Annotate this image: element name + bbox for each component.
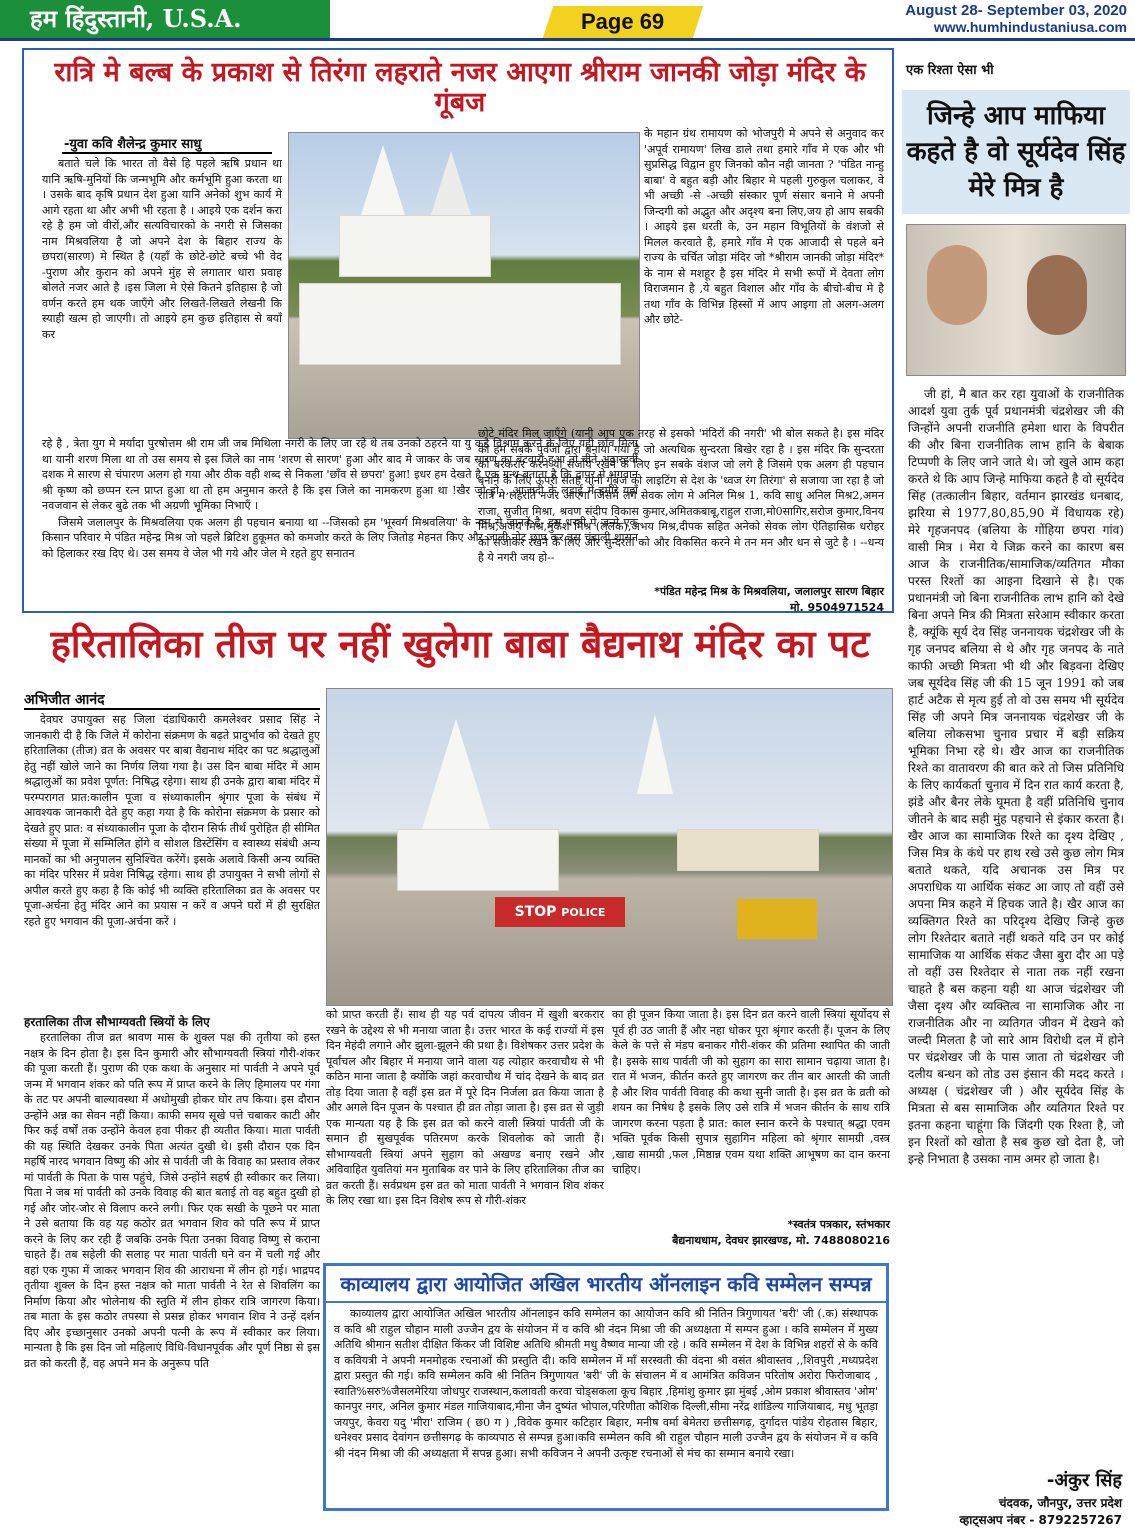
- article1-caption: *पंडित महेन्द्र मिश्र के मिश्रवलिया, जलालपुर सारण बिहार: [654, 585, 884, 598]
- article1-col3: के महान ग्रंथ रामायण को भोजपुरी मे अपने से अनुवाद कर 'अपूर्व रामायण' लिख डाले तथा हमारे गाँव मे एक और भी सुप्रसिद्ध विद्वान हुए जिनको कौन नही जानता ? 'पंडित नान्हु बाबा' वे बहुत बड़ी और बिहार मे पहली गुरुकुल चलाकर, वे भी अच्छी -से -अच्छी संस्कार पूर्ण संसार बनाने मे अपनी जिन्दगी को अद्भुत और अदृश्य बना लिए,जय हो आप सबकी । आइये इस धरती के, उन महान विभूतियों के वंशजो से मिलल करवाते है, हमारे गाँव मे एक आजादी से पहले बने राज्य के चर्चित जोड़ा मंदिर जो *श्रीराम जानकी जोड़ा मंदिर* के नाम से मशहूर है इस मंदिर मे सभी रूपों में देवता लोग विराजमान है ,ये बहुत विशाल और गाँव के बीचो-बीच मे है तथा गाँव के विभिन्न हिस्सों में आप आइगा तो अलग-अलग और छोटे-: [644, 127, 884, 326]
- kavi-sammelan-title: काव्यालय द्वारा आयोजित अखिल भारतीय ऑनलाइन कवि सम्मेलन सम्पन्न: [326, 1266, 886, 1303]
- byline-rule: [24, 708, 320, 710]
- article1-wide: रहे है , त्रेता युग मे मर्यादा पुरषोत्तम श्री राम जी जब मिथिला नगरी के लिए जा रहे थे तब उनको ठहरने या यु कहै विश्राम करने के लिए यही छाँव मिला था यानी शरण मिला था तो उस समय से इस जिले का नाम 'शरण से सारण' हुआ और बाद मे जाकर के जब सारण का बंटवारा हुआ तो बीते अठ्ठारहवीं दशक मे सारण से चंपारण अलग हो गया और ठीक वही शब्द से निकला 'छाँव से छपरा' हुआ! इधर हम देखते है एक ग्रन्थ बताता है कि द्वापर मे भगवान श्री कृष्ण को छप्पन रत्न प्राप्त हुआ था तो हम अनुमान करते है कि इस जिले का नामकरण हुआ था !खैर जो हो,,,,आजादी के लड़ाई में हमारे यहाँ नवजवान से लेकर बुढे तक भी अग्रणी भूमिका निभाएँ । जिसमे जलालपुर के मिश्रवलिया एक अलग ही पहचान बनाया था --जिसको हम 'भूस्वर्ग मिश्रवलिया' के नाम से जानतें है- इस धरती पे जन्मे एक किसान परिवार मे पंडित महेन्द्र मिश्र जो पहले ब्रिटिश हुकूमत को कमजोर करते के लिए जितोड़ मेहनत किए और जाली नोट छाप कर उस चंडाली शासन को हिलाकर रख दिए थे। उस समय वे जेल भी गये और जेल मे रहते हुए सनातन: [42, 437, 638, 560]
- article2-byline: अभिजीत आनंद: [24, 692, 105, 708]
- article2-col2: को प्राप्त करती हैं। साथ ही यह पर्व दांपत्य जीवन में खुशी बरकरार रखने के उद्देश्य से भी मनाया जाता है। उत्तर भारत के कई राज्यों में इस दिन मेहंदी लगाने और झुला-झूलने की प्रथा है। विशेषकर उत्तर प्रदेश के पूर्वांचल और बिहार में मनाया जाने वाला यह त्योहार करवाचौथ से भी कठिन माना जाता है क्योंकि जहां करवाचौथ में चांद देखने के बाद व्रत तोड़ दिया जाता है वहीं इस व्रत में पूरे दिन निर्जला व्रत किया जाता है और अगले दिन पूजन के पश्चात ही व्रत तोड़ा जाता है। इस व्रत से जुड़ी एक मान्यता यह है कि इस व्रत को करने वाली स्त्रियां पार्वती जी के समान ही सुखपूर्वक पतिरमण करके शिवलोक को जाती हैं। सौभाग्यवती स्त्रियां अपने सुहाग को अखण्ड बनाए रखने और अविवाहित युवतियां मन मुताबिक वर पाने के लिए हरितालिका तीज का व्रत करती हैं। सर्वप्रथम इस व्रत को माता पार्वती ने भगवान शिव शंकर के लिए रखा था। इस दिन विशेष रूप से गौरी-शंकर: [326, 1008, 604, 1207]
- temple-body: [339, 215, 491, 277]
- portrait-figure: [1027, 255, 1087, 335]
- sidebar-address: चंदवक, जौनपुर, उत्तर प्रदेश: [998, 1496, 1122, 1510]
- yellow-barrier: [737, 899, 817, 939]
- sidebar-author: -अंकुर सिंह: [1046, 1470, 1122, 1491]
- kavi-sammelan-body: काव्यालय द्वारा आयोजित अखिल भारतीय ऑनलाइन कवि सम्मेलन का आयोजन कवि श्री नितिन त्रिगुणायत 'बरी' जी (.क) संस्थापक व कवि श्री राहुल चौहान माली उज्जैन द्वय के संयोजन में व कवि श्री नंदन मिश्रा जी की अध्यक्षता में सम्पन हुआ । कवि सम्मेलन में मुख्य अतिथि श्रीमान सतीश दीक्षित किंकर जी विशिष्ट अतिथि श्रीमती मधु वैष्णव मान्या जी रहे । कवि सम्मेलन में देश के विभिन्न शहरों से के कवि व कवियत्री ने अपनी मनमोहक रचनाओं की प्रस्तुति दी। कवि सम्मेलन में माँ सरस्वती की वंदना श्री वसंत श्रीवास्तव ,,शिवपुरी ,मध्यप्रदेश द्वारा प्रस्तुत की गई। कवि सम्मेलन कवि श्री नितिन त्रिगुणायत 'बरी' जी के संचालन में व आमंत्रित कविजन परितोष अरोरा फिरोजाबाद , स्वाति%सरु%जैसलमेरिया जोधपुर राजस्थान,कलावती करवा चोड्सकला कूच बिहार ,हिमांशु कुमार झा मुंबई ,ओम प्रकाश श्रीवास्तव 'ओम' कानपुर नगर, अनिल कुमार मंडल गाजियाबाद,मीना जैन दुष्यंत भोपाल,परिणीता कौशिक दिल्ली,सीमा नरेंद्र शांडिल्य गाजियाबाद, मधु भूतड़ा जयपुर, केवरा यदु 'मीरा' राजिम ( छ0 ग ) ,विवेक कुमार कटिहार बिहार, मनीष वर्मा बेमेतरा छत्तीसगढ़, दुर्गादत्त पांडेय रोहतास बिहार, धनेश्वर प्रसाद देवांगन छत्तीसगढ़ के काव्यपाठ से सम्पन्न हुआ।कवि सम्मेलन कवि श्री राहुल चौहान माली उज्जैन द्वय के संयोजन में व कवि श्री नंदन मिश्रा जी की अध्यक्षता में सपन्न हुआ। सभी कविजन ने अपनी उत्कृष्ट रचनाओं से मंच का सम्मान बनाये रखा।: [334, 1307, 878, 1460]
- article1-phone: मो. 9504971524: [790, 601, 884, 614]
- byline-rule: [62, 152, 272, 154]
- article2-lead: देवघर उपायुक्त सह जिला दंडाधिकारी कमलेश्वर प्रसाद सिंह ने जानकारी दी है कि जिले में कोरोना संक्रमण के बढ़ते प्रादुर्भाव को देखते हुए हरितालिका (तीज) व्रत के अवसर पर बाबा वैद्यनाथ मंदिर का पट श्रद्धालुओं हेतु नहीं खोले जाने का निर्णय लिया गया है। उस दिन बाबा मंदिर में आम श्रद्धालुओं का प्रवेश पूर्णत: निषिद्ध रहेगा। साथ ही उनके द्वारा बाबा मंदिर में परम्परागत प्रात:कालीन पूजा व संध्याकालीन श्रृंगार पूजा के संबंध में आवश्यक जानकारी देते हुए कहा गया है कि कोरोना संक्रमण के प्रसार को देखते हुए प्रात: व संध्याकालीन पूजा के दौरान सिर्फ तीर्थ पुरोहित ही सीमित संख्या में पूजा में सम्मिलित होंगे व सोशल डिस्टेंसिंग व स्वास्थ्य संबंधी अन्य मानकों का भी अनुपालन सुनिश्चित करेंगें। इसके अलावे किसी अन्य व्यक्ति का मंदिर परिसर में प्रवेश निषिद्ध रहेगा। साथ ही उपायुक्त ने सभी लोगों से अपील करते हुए कहा है कि कोई भी व्यक्ति हरितालिका व्रत के अवसर पर पूजा-अर्चना हेतु मंदिर आने का प्रयास न करें व अपने घरों में ही सुरक्षित रहते हुए भगवान की पूजा-अर्चना करें ।: [24, 713, 320, 928]
- kavi-sammelan-box: [323, 1263, 889, 1511]
- sidebar-photo: [906, 224, 1126, 376]
- stall-roof: [677, 829, 819, 871]
- temple-spire: [361, 145, 405, 215]
- stop-barricade: STOP POLICE: [495, 897, 625, 927]
- article2-caption: *स्वतंत्र पत्रकार, स्तंभकार: [787, 1218, 890, 1231]
- page-number-badge: [543, 6, 703, 38]
- sidebar-body: जी हां, मै बात कर रहा युवाओं के राजनीतिक आदर्श युवा तुर्क पूर्व प्रधानमंत्री चंद्रशेखर जी की जिन्होंने अपनी राजनीति हमेशा धारा के विपरीत की और बिना राजनीतिक लाभ हानि के बेबाक टिप्पणी के लिए जाने जाते थे। जो खुले आम कहा करते थे कि आप जिन्हे माफिया कहते है वो सूर्यदेव सिंह (तत्कालीन बिहार, वर्तमान झारखंड धनबाद, झरिया से 1977,80,85,90 में विधायक रहे) मेरे गृहजनपद (बलिया के गोंहिया छपरा गांव) वासी मित्र । मेरा ये जिक्र करने का कारण बस आज के राजनीतिक/सामाजिक/व्यतिगत मौका परस्त रिश्तों का आइना दिखाने से है। एक प्रधानमंत्री जो बिना राजनीतिक लाभ हानि को देखे बिना अपने मित्र की मित्रता सरेआम स्वीकार करता है, क्यूंकि सूर्य देव सिंह जननायक चंद्रशेखर जी के गृह जनपद बलिया से थे और गृह जनपद के नाते काफी अच्छी मित्रता भी थी और बिड़वना देखिए जब सूर्यदेव सिंह जी की 15 जून 1991 को जब हार्ट अटैक से मृत्य हुई तो वो उस समय भी सूर्यदेव सिंह जी अपने मित्र जननायक चंद्रशेखर जी के बलिया लोकसभा चुनाव प्रचार में बड़ी सक्रिय भूमिका निभा रहे थे। खैर आज का राजनीतिक रिश्ते का वातावरण की बात करे तो जिस प्रतिनिधि के लिए कार्यकर्ता चुनाव में दिन रात कार्य करता है, झंडे और बैनर लेके घूमता है वहीं प्रतिनिधि चुनाव जीतने के बाद सही मुंह पहचाने से इंकार करता है। खैर आज का सामाजिक रिश्ते का दृश्य देखिए , जिस मित्र के कंधे पर हाथ रखे उसे कुछ लोग मित्र बताते थकते, यदि अचानक उस मित्र पर अपराधिक या आर्थिक संकट आ जाए तो वहीं उसे अपना मित्र कहने में हिचक जाते है। खैर आज का व्यक्तिगत रिश्ते का परिदृश्य देखिए जिन्हे कुछ लोग रिश्तेदार बताते नहीं थकते यदि उन पर कोई सामाजिक या आर्थिक संकट जैसा बुरा दौर आ पड़े तो वहीं उस रिश्तेदार से नाता तक नहीं रखना चाहते है बस कहना यही था आज चंद्रशेखर जी जैसा दृश्य और व्यक्तित्व ना सामाजिक और ना राजनीतिक और ना व्यतिगत जीवन में देखने को जल्दी मिलता है जो सारे आम विरोधी दल में होने पर चंद्रशेखर जी के पास जाता तो चंद्रशेखर जी दलीय बन्धन को तोड उस इंसान की मदद करते । अध्यक्ष ( चंद्रशेखर जी ) और सूर्यदेव सिंह के मित्रता से बस सामाजिक और व्यतिगत रिश्ते पर इतना कहना चाहूंगा कि जिंदगी एक रिश्ता है, जो इन रिश्तों को खोता है सब कुछ खो देता है, जो इन्हे निभाता है उसका नाम अमर हो जाता है।: [908, 387, 1124, 1166]
- article1-col1: बताते चले कि भारत तो वैसे हि पहले ऋषि प्रधान था यानि ऋषि-मुनियों कि जन्मभूमि और कर्मभूमि हुआ करता था । उसके बाद कृषि प्रधान देश हुआ यानि अनेको शुभ कार्य मे आगे रहता था और अभी भी रहता है । आइये एक दर्शन करा रहे है हम जो वीरों,और सत्यविचारको के नगरी से जिसका नाम मिश्रवलिया है जो अपने देश के बिहार राज्य के छपरा(सारण) मे स्थित है (यहाँ के छोटे-छोटे बच्चे भी वेद -पुराण और कुरान को अपने मुंह से लगातार धारा प्रवाह बोलते नजर आते है ।इस जिला मे ऐसे कितने इतिहास है जो वर्णन करते हम थक जाएँगे और लिखते-लिखते लेखनी कि स्याही खत्म हो जाएगी। तो आइये हम कुछ इतिहास से बयाँ कर: [42, 157, 282, 341]
- article2-headline: हरितालिका तीज पर नहीं खुलेगा बाबा बैद्यनाथ मंदिर का पट: [50, 622, 870, 666]
- article1-col3b: छोटे मंदिर मिल जाएँगे (यानी आप एक तरह से इसको 'मंदिरों की नगरी' भी बोल सकते है। इस मंदिर को हम सबके पुर्वजो द्वारा बनाया गया है जो अत्यधिक सुन्दरता बिखेर रहा है । इस मंदिर कि सुन्दरता को बरकरार करने या संजोये रखने के लिए इन सबके वंशज जो लगे है जिसमे एक अलग ही पहचान बनाने के लिए ऊपरी सतह यानी गूँबज को लाइटिंग से देश के 'ध्वज रंग तिरंगा' से सजाया जा रहा है जो रात्रि मे लहराते नजर आएगा जिसमे लगे सेवक लोग मे अनिल मिश्र 1, कवि साधु अनिल मिश्र2,अमन राजा, सुजीत मिश्रा, श्रवण संदीप विकास कुमार,अमितकबाबू,राहुल राजा,मो0सागिर,सरोज कुमार,विनय मिश्र,अजय मिश्र,मुकेश मिश्र (ललक),अभय मिश्र,दीपक सहित अनेको सेवक लोग ऐतिहासिक धरोहर को संजोकर रखने के लिए और सुन्दरता को और विकसित करने मे तन मन और धन से जुटे है । --धन्य है ये नगरी जय हो--: [478, 427, 884, 564]
- issue-date: August 28- September 03, 2020: [905, 2, 1127, 19]
- issue-info: [867, 2, 1127, 35]
- temple-veranda: [299, 283, 621, 365]
- temple-spire: [637, 714, 673, 794]
- baidyanath-temple-photo: [326, 688, 893, 1006]
- site-url[interactable]: www.humhindustaniusa.com: [933, 19, 1127, 35]
- article1-headline: रात्रि मे बल्ब के प्रकाश से तिरंगा लहराते नजर आएगा श्रीराम जानकी जोड़ा मंदिर के गूंबज: [54, 57, 866, 118]
- article1-byline: -युवा कवि शैलेन्द्र कुमार साधु: [64, 137, 202, 152]
- temple-photo: [288, 132, 640, 439]
- sidebar-column: [900, 50, 1132, 1527]
- article2-place: बैद्यनाथधाम, देवघर झारखण्ड, मो. 7488080216: [672, 1234, 890, 1247]
- temple-body: [397, 829, 559, 891]
- article-temple-lights: [22, 48, 894, 613]
- article2-subhead: हरतालिका तीज सौभाग्यवती स्त्रियों के लिए: [24, 1015, 210, 1029]
- portrait-figure: [927, 245, 987, 325]
- sidebar-whatsapp: व्हाट्सअप नंबर - 8792257267: [959, 1513, 1122, 1527]
- article2-col3: का ही पूजन किया जाता है। इस दिन व्रत करने वाली स्त्रियां सूर्योदय से पूर्व ही उठ जाती हैं और नहा धोकर पूरा श्रृंगार करती हैं। पूजन के लिए केले के पत्ते से मंडप बनाकर गौरी-शंकर की प्रतिमा स्थापित की जाती है। इसके साथ पार्वती जी को सुहाग का सारा सामान चढ़ाया जाता है। रात में भजन, कीर्तन करते हुए जागरण कर तीन बार आरती की जाती है और शिव पार्वती विवाह की कथा सुनी जाती है। इस व्रत के व्रती को शयन का निषेध है इसके लिए उसे रात्रि में भजन कीर्तन के साथ रात्रि जागरण करना पड़ता है प्रात: काल स्नान करने के पश्चात् श्रद्धा एवम भक्ति पूर्वक किसी सुपात्र सुहागिन महिला को श्रृंगार सामग्री ,वस्त्र ,खाद्य सामग्री ,फल ,मिष्ठान्न एवम यथा शक्ति आभूषण का दान करना चाहिए।: [612, 1008, 890, 1176]
- temple-spire: [422, 719, 490, 829]
- masthead: हम हिंदुस्तानी, U.S.A.: [0, 0, 330, 38]
- article2-col1: हरतालिका तीज व्रत श्रावण मास के शुक्ल पक्ष की तृतीया को हस्त नक्षत्र के दिन होता है। इस दिन कुमारी और सौभाग्यवती स्त्रियां गौरी-शंकर की पूजा करती हैं। पुराण की एक कथा के अनुसार मां पार्वती ने अपने पूर्व जन्म में भगवान शंकर को पति रूप में प्राप्त करने के लिए हिमालय पर गंगा के तट पर अपनी बाल्यावस्था में अधोमुखी होकर घोर तप किया। इस दौरान उन्होंने अन्न का सेवन नहीं किया। काफी समय सूखे पत्ते चबाकर काटी और फिर कई वर्षों तक उन्होंने केवल हवा पीकर ही व्यतीत किया। माता पार्वती की यह स्थिति देखकर उनके पिता अत्यंत दुखी थे। इसी दौरान एक दिन महर्षि नारद भगवान विष्णु की ओर से पार्वती जी के विवाह का प्रस्ताव लेकर मां पार्वती के पिता के पास पहुंचे, जिसे उन्होंने सहर्ष ही स्वीकार कर लिया। पिता ने जब मां पार्वती को उनके विवाह की बात बताई तो वह बहुत दुखी हो गई और जोर-जोर से विलाप करने लगी। फिर एक सखी के पूछने पर माता ने उसे बताया कि वह यह कठोर व्रत भगवान शिव को पति रूप में प्राप्त करने के लिए कर रही हैं जबकि उनके पिता उनका विवाह विष्णु से कराना चाहते हैं। तब सहेली की सलाह पर माता पार्वती घने वन में चली गई और वहां एक गुफा में जाकर भगवान शिव की आराधना में लीन हो गई। भाद्रपद तृतीया शुक्ल के दिन हस्त नक्षत्र को माता पार्वती ने रेत से शिवलिंग का निर्माण किया और भोलेनाथ की स्तुति में लीन होकर रात्रि जागरण किया। तब माता के इस कठोर तपस्या से प्रसन्न होकर भगवान शिव ने उन्हें दर्शन दिए और इच्छानुसार उनको अपनी पत्नी के रूप में स्वीकार कर लिया। मान्यता है कि इस दिन जो महिलाएं विधि-विधानपूर्वक और पूर्ण निष्ठा से इस व्रत को करती हैं, वह अपने मन के अनुरूप पति: [24, 1031, 320, 1370]
- header-rule: [0, 38, 1135, 41]
- temple-spire: [429, 151, 473, 221]
- sidebar-tag: एक रिश्ता ऐसा भी: [906, 63, 994, 78]
- sidebar-headline: जिन्हे आप माफिया कहते है वो सूर्यदेव सिंह मेरे मित्र है: [902, 90, 1130, 214]
- page-number: Page 69: [581, 9, 665, 34]
